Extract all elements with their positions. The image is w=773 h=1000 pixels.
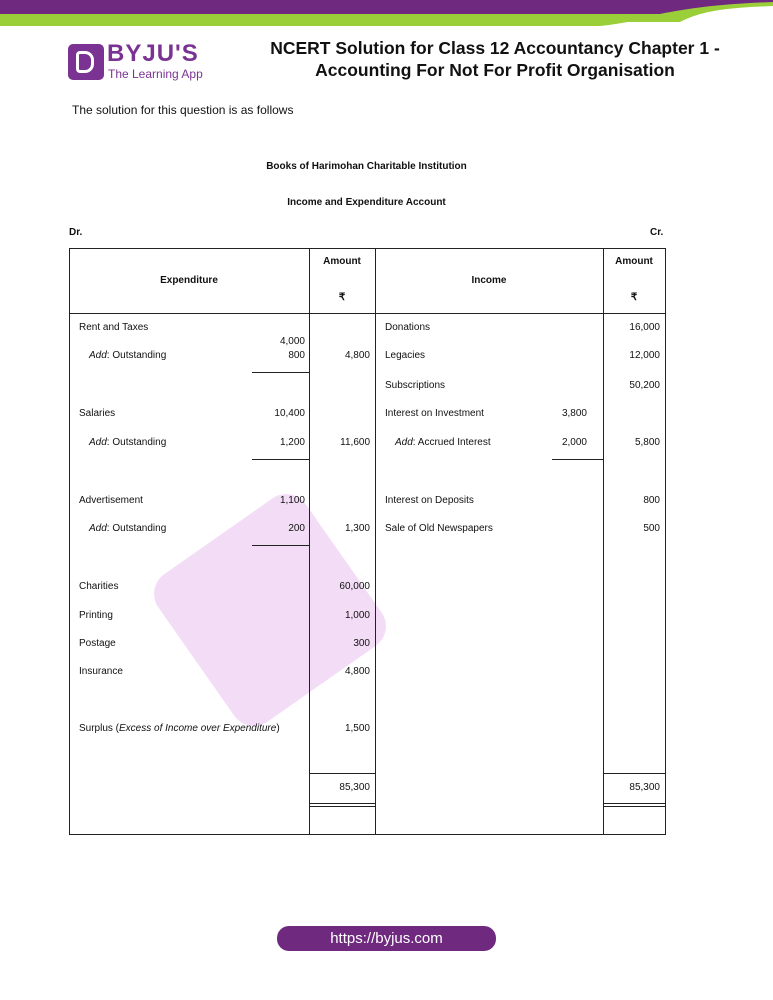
surplus-label: Surplus (Excess of Income over Expenditure) (79, 723, 280, 734)
subscriptions-label: Subscriptions (385, 380, 446, 391)
cr-label: Cr. (650, 227, 664, 238)
subscriptions-value: 50,200 (629, 380, 660, 391)
book-title: Books of Harimohan Charitable Institution (266, 161, 467, 172)
header-expenditure: Expenditure (160, 275, 218, 286)
insurance-value: 4,800 (344, 666, 370, 677)
donations-label: Donations (385, 322, 431, 333)
charities-label: Charities (79, 581, 119, 592)
header-amount-left: Amount (323, 256, 361, 267)
salaries-add-label: Add: Outstanding (89, 437, 167, 448)
title-line-2: Accounting For Not For Profit Organisation (315, 60, 675, 80)
page-title (230, 37, 760, 81)
interest-investment-value: 3,800 (561, 408, 587, 419)
salaries-label: Salaries (79, 408, 116, 419)
deposits-label: Interest on Deposits (385, 495, 474, 506)
advertisement-add-value: 200 (288, 523, 305, 534)
rent-value: 4,000 (279, 336, 305, 347)
newspapers-label: Sale of Old Newspapers (385, 523, 493, 534)
logo-tagline: The Learning App (108, 67, 203, 81)
title-line-1: NCERT Solution for Class 12 Accountancy Chapter 1 - (270, 38, 720, 58)
newspapers-value: 500 (643, 523, 660, 534)
donations-value: 16,000 (629, 322, 660, 333)
expenditure-total: 85,300 (339, 782, 370, 793)
rent-add-value: 800 (288, 350, 305, 361)
postage-value: 300 (353, 638, 370, 649)
charities-value: 60,000 (339, 581, 370, 592)
deposits-value: 800 (643, 495, 660, 506)
interest-investment-label: Interest on Investment (385, 408, 484, 419)
advertisement-value: 1,100 (279, 495, 305, 506)
printing-value: 1,000 (344, 610, 370, 621)
header-amount-right: Amount (615, 256, 653, 267)
dr-label: Dr. (69, 227, 83, 238)
intro-text: The solution for this question is as follows (72, 103, 294, 117)
accrued-interest-label: Add: Accrued Interest (395, 437, 491, 448)
legacies-value: 12,000 (629, 350, 660, 361)
rent-total: 4,800 (344, 350, 370, 361)
rent-add-label: Add: Outstanding (89, 350, 167, 361)
account-title: Income and Expenditure Account (287, 197, 446, 208)
rent-label: Rent and Taxes (79, 322, 149, 333)
footer-url-link[interactable]: https://byjus.com (277, 926, 496, 951)
surplus-value: 1,500 (344, 723, 370, 734)
advertisement-total: 1,300 (344, 523, 370, 534)
insurance-label: Insurance (79, 666, 123, 677)
top-banner (0, 0, 773, 34)
currency-right: ₹ (630, 292, 638, 303)
printing-label: Printing (79, 610, 113, 621)
income-total: 85,300 (629, 782, 660, 793)
currency-left: ₹ (338, 292, 346, 303)
salaries-total: 11,600 (340, 437, 370, 448)
logo-text: BYJU'S (107, 40, 199, 67)
postage-label: Postage (79, 638, 116, 649)
advertisement-add-label: Add: Outstanding (89, 523, 167, 534)
interest-total: 5,800 (634, 437, 660, 448)
accrued-interest-value: 2,000 (561, 437, 587, 448)
byjus-logo-icon (68, 44, 104, 80)
salaries-value: 10,400 (274, 408, 305, 419)
header-income: Income (471, 275, 507, 286)
legacies-label: Legacies (385, 350, 426, 361)
salaries-add-value: 1,200 (279, 437, 305, 448)
advertisement-label: Advertisement (79, 495, 143, 506)
